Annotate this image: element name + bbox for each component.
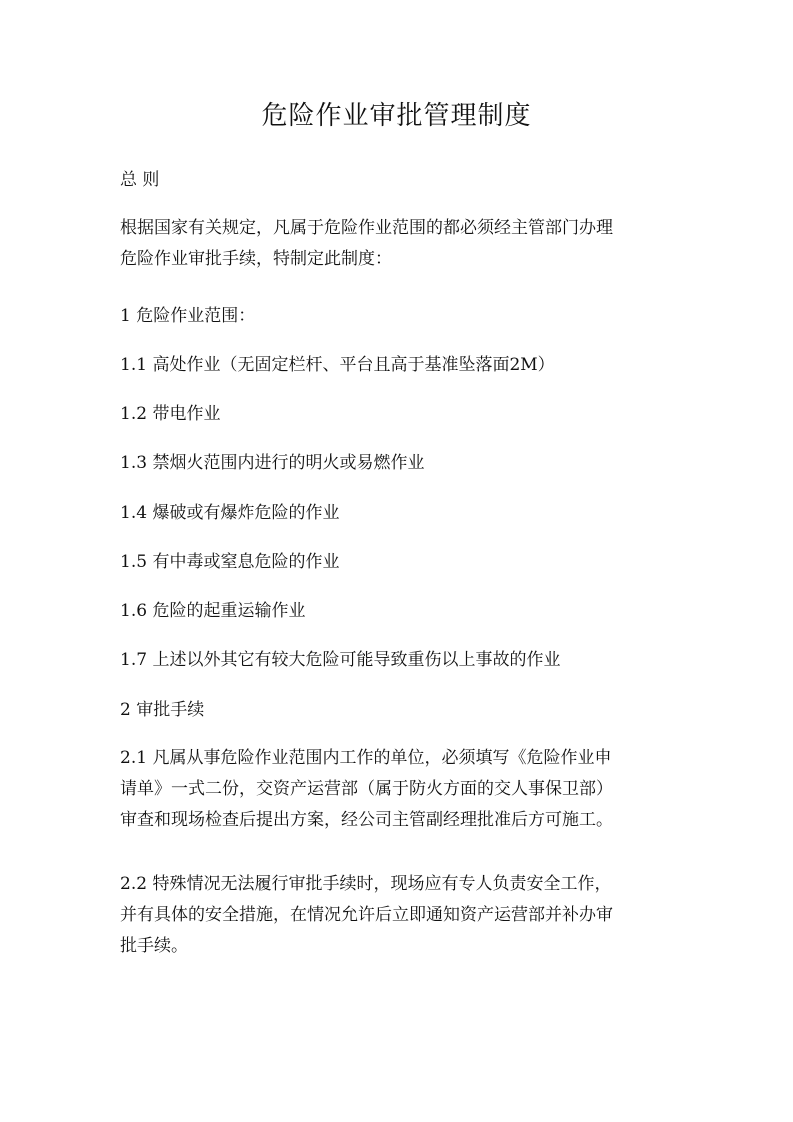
general-heading: 总 则: [120, 170, 160, 190]
section2-item-2-line-3: 批手续。: [120, 936, 188, 956]
intro-line-1: 根据国家有关规定，凡属于危险作业范围的都必须经主管部门办理: [120, 218, 613, 238]
section2-item-1-line-3: 审查和现场检查后提出方案，经公司主管副经理批准后方可施工。: [120, 810, 613, 830]
section2-item-1: [120, 743, 680, 836]
section2-item-2: [120, 869, 680, 962]
section1-item-7: 1.7 上述以外其它有较大危险可能导致重伤以上事故的作业: [120, 650, 561, 670]
section2-item-2-line-2: 并有具体的安全措施，在情况允许后立即通知资产运营部并补办审: [120, 905, 613, 925]
section1-item-3: 1.3 禁烟火范围内进行的明火或易燃作业: [120, 453, 425, 473]
intro-paragraph: [120, 213, 680, 275]
section1-item-5: 1.5 有中毒或窒息危险的作业: [120, 552, 340, 572]
section1-item-4: 1.4 爆破或有爆炸危险的作业: [120, 503, 340, 523]
document-title: 危险作业审批管理制度: [261, 101, 532, 131]
section2-item-1-line-2: 请单》一式二份，交资产运营部（属于防火方面的交人事保卫部）: [120, 779, 613, 799]
intro-line-2: 危险作业审批手续，特制定此制度：: [120, 249, 392, 269]
section1-item-6: 1.6 危险的起重运输作业: [120, 601, 306, 621]
section1-heading: 1 危险作业范围：: [120, 306, 256, 326]
section2-heading: 2 审批手续: [120, 700, 205, 720]
section2-item-1-line-1: 2.1 凡属从事危险作业范围内工作的单位，必须填写《危险作业申: [120, 748, 612, 768]
section2-item-2-line-1: 2.2 特殊情况无法履行审批手续时，现场应有专人负责安全工作，: [120, 874, 612, 894]
section1-item-1: 1.1 高处作业（无固定栏杆、平台且高于基准坠落面2M）: [120, 355, 555, 375]
section1-item-2: 1.2 带电作业: [120, 404, 221, 424]
